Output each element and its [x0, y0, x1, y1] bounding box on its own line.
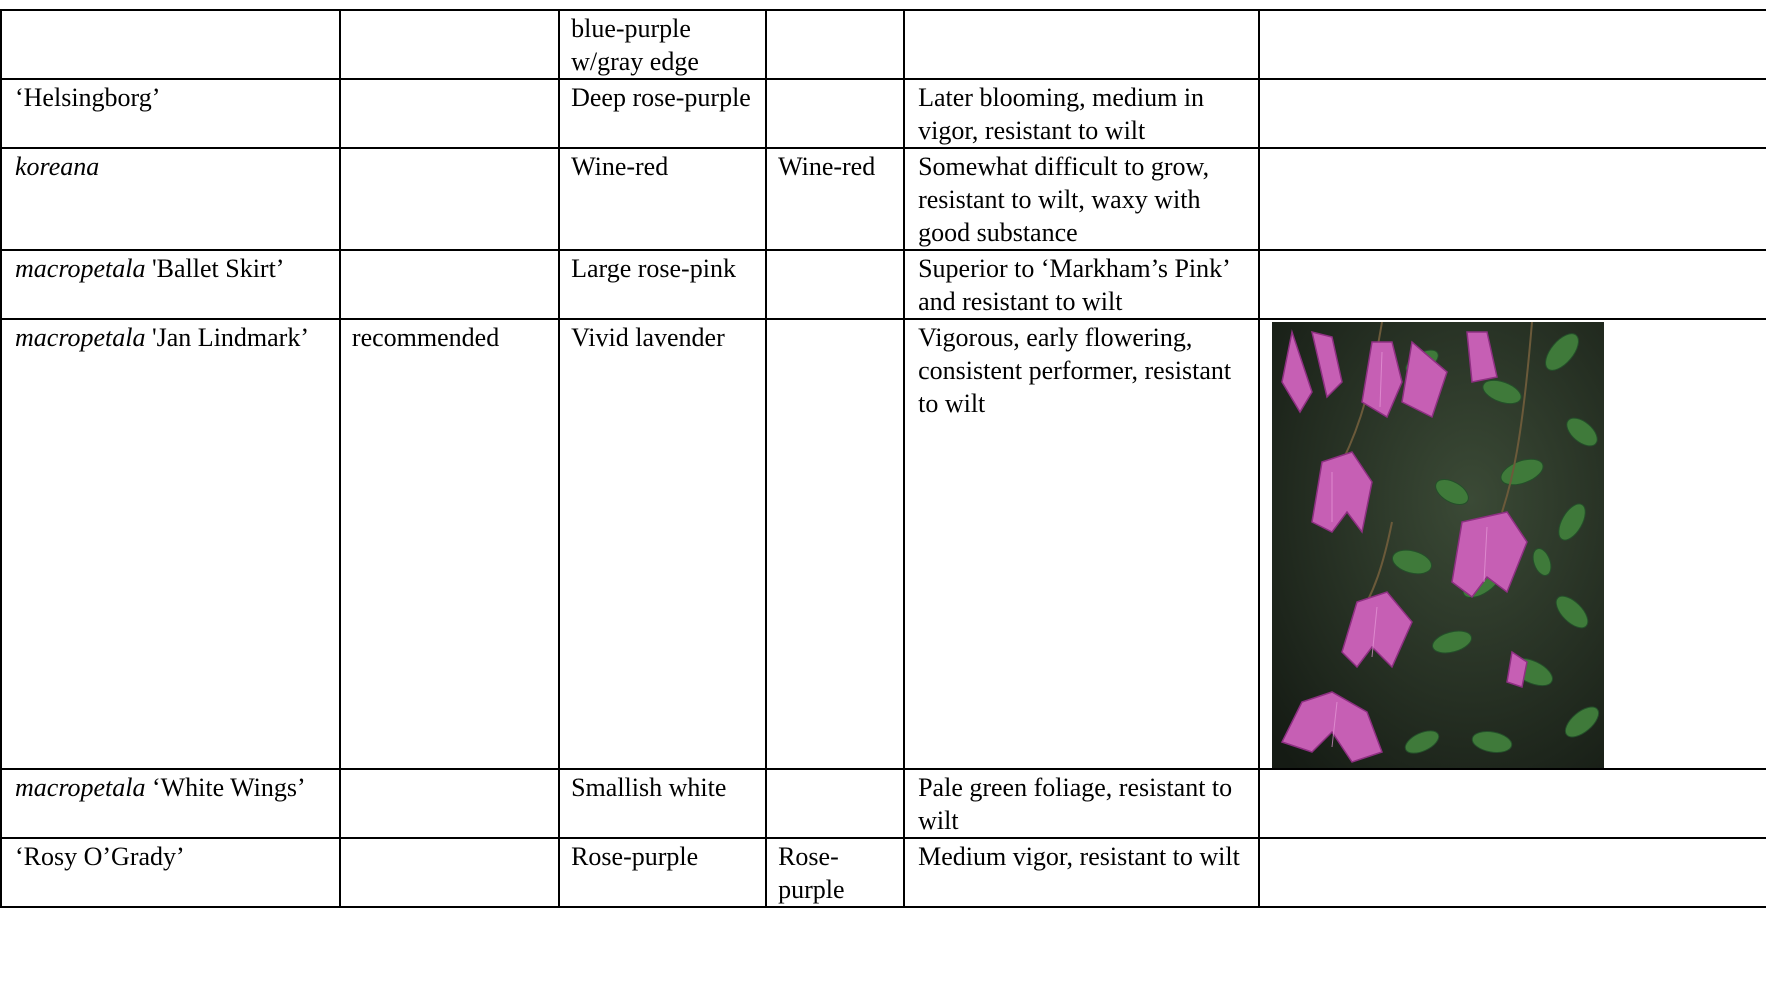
- recommendation-cell: [340, 148, 559, 250]
- notes-cell: Pale green foliage, resistant to wilt: [904, 769, 1259, 838]
- flower-color-cell: Wine-red: [559, 148, 766, 250]
- anther-color-cell: [766, 10, 904, 79]
- cultivar-species: koreana: [15, 152, 100, 181]
- cultivar-name: ‘Rosy O’Grady’: [15, 842, 185, 871]
- anther-color-cell: [766, 79, 904, 148]
- cultivar-species: macropetala: [15, 323, 146, 352]
- flower-color-cell: blue-purple w/gray edge: [559, 10, 766, 79]
- cultivar-name-cell: [1, 79, 340, 148]
- cultivar-name-cell: [1, 250, 340, 319]
- cultivar-name-cell: [1, 148, 340, 250]
- cultivar-name-cell: [1, 769, 340, 838]
- notes-cell: Vigorous, early flowering, consistent performer, resistant to wilt: [904, 319, 1259, 769]
- table-row: [1, 10, 1766, 79]
- anther-color-cell: [766, 769, 904, 838]
- notes-cell: Later blooming, medium in vigor, resistant to wilt: [904, 79, 1259, 148]
- notes-cell: Somewhat difficult to grow, resistant to wilt, waxy with good substance: [904, 148, 1259, 250]
- cultivar-name-cell: [1, 319, 340, 769]
- table-row: [1, 79, 1766, 148]
- cultivar-name-cell: [1, 838, 340, 907]
- recommendation-cell: [340, 10, 559, 79]
- photo-cell: [1259, 769, 1766, 838]
- anther-color-cell: [766, 319, 904, 769]
- table-row: [1, 319, 1766, 769]
- table-row: [1, 769, 1766, 838]
- clematis-photo: [1272, 322, 1604, 768]
- flower-color-cell: Rose-purple: [559, 838, 766, 907]
- cultivar-name: 'Jan Lindmark’: [145, 323, 309, 352]
- cultivar-name: ‘White Wings’: [145, 773, 306, 802]
- anther-color-cell: Rose-purple: [766, 838, 904, 907]
- cultivar-name: 'Ballet Skirt’: [145, 254, 285, 283]
- photo-cell: [1259, 148, 1766, 250]
- flower-color-cell: Deep rose-purple: [559, 79, 766, 148]
- recommendation-cell: [340, 838, 559, 907]
- photo-cell: [1259, 79, 1766, 148]
- clematis-illustration: [1272, 322, 1604, 768]
- notes-cell: [904, 10, 1259, 79]
- table-row: [1, 250, 1766, 319]
- cultivar-name-cell: [1, 10, 340, 79]
- cultivar-name: ‘Helsingborg’: [15, 83, 161, 112]
- notes-cell: Superior to ‘Markham’s Pink’ and resistant to wilt: [904, 250, 1259, 319]
- cultivar-species: macropetala: [15, 254, 146, 283]
- flower-color-cell: Smallish white: [559, 769, 766, 838]
- flower-color-cell: Large rose-pink: [559, 250, 766, 319]
- recommendation-cell: [340, 769, 559, 838]
- recommendation-cell: recommended: [340, 319, 559, 769]
- photo-cell: [1259, 250, 1766, 319]
- anther-color-cell: Wine-red: [766, 148, 904, 250]
- table-row: [1, 838, 1766, 907]
- photo-cell: [1259, 10, 1766, 79]
- table-row: [1, 148, 1766, 250]
- photo-cell: [1259, 319, 1766, 769]
- anther-color-cell: [766, 250, 904, 319]
- notes-cell: Medium vigor, resistant to wilt: [904, 838, 1259, 907]
- recommendation-cell: [340, 79, 559, 148]
- recommendation-cell: [340, 250, 559, 319]
- photo-cell: [1259, 838, 1766, 907]
- cultivar-table: [0, 9, 1766, 908]
- flower-color-cell: Vivid lavender: [559, 319, 766, 769]
- cultivar-species: macropetala: [15, 773, 146, 802]
